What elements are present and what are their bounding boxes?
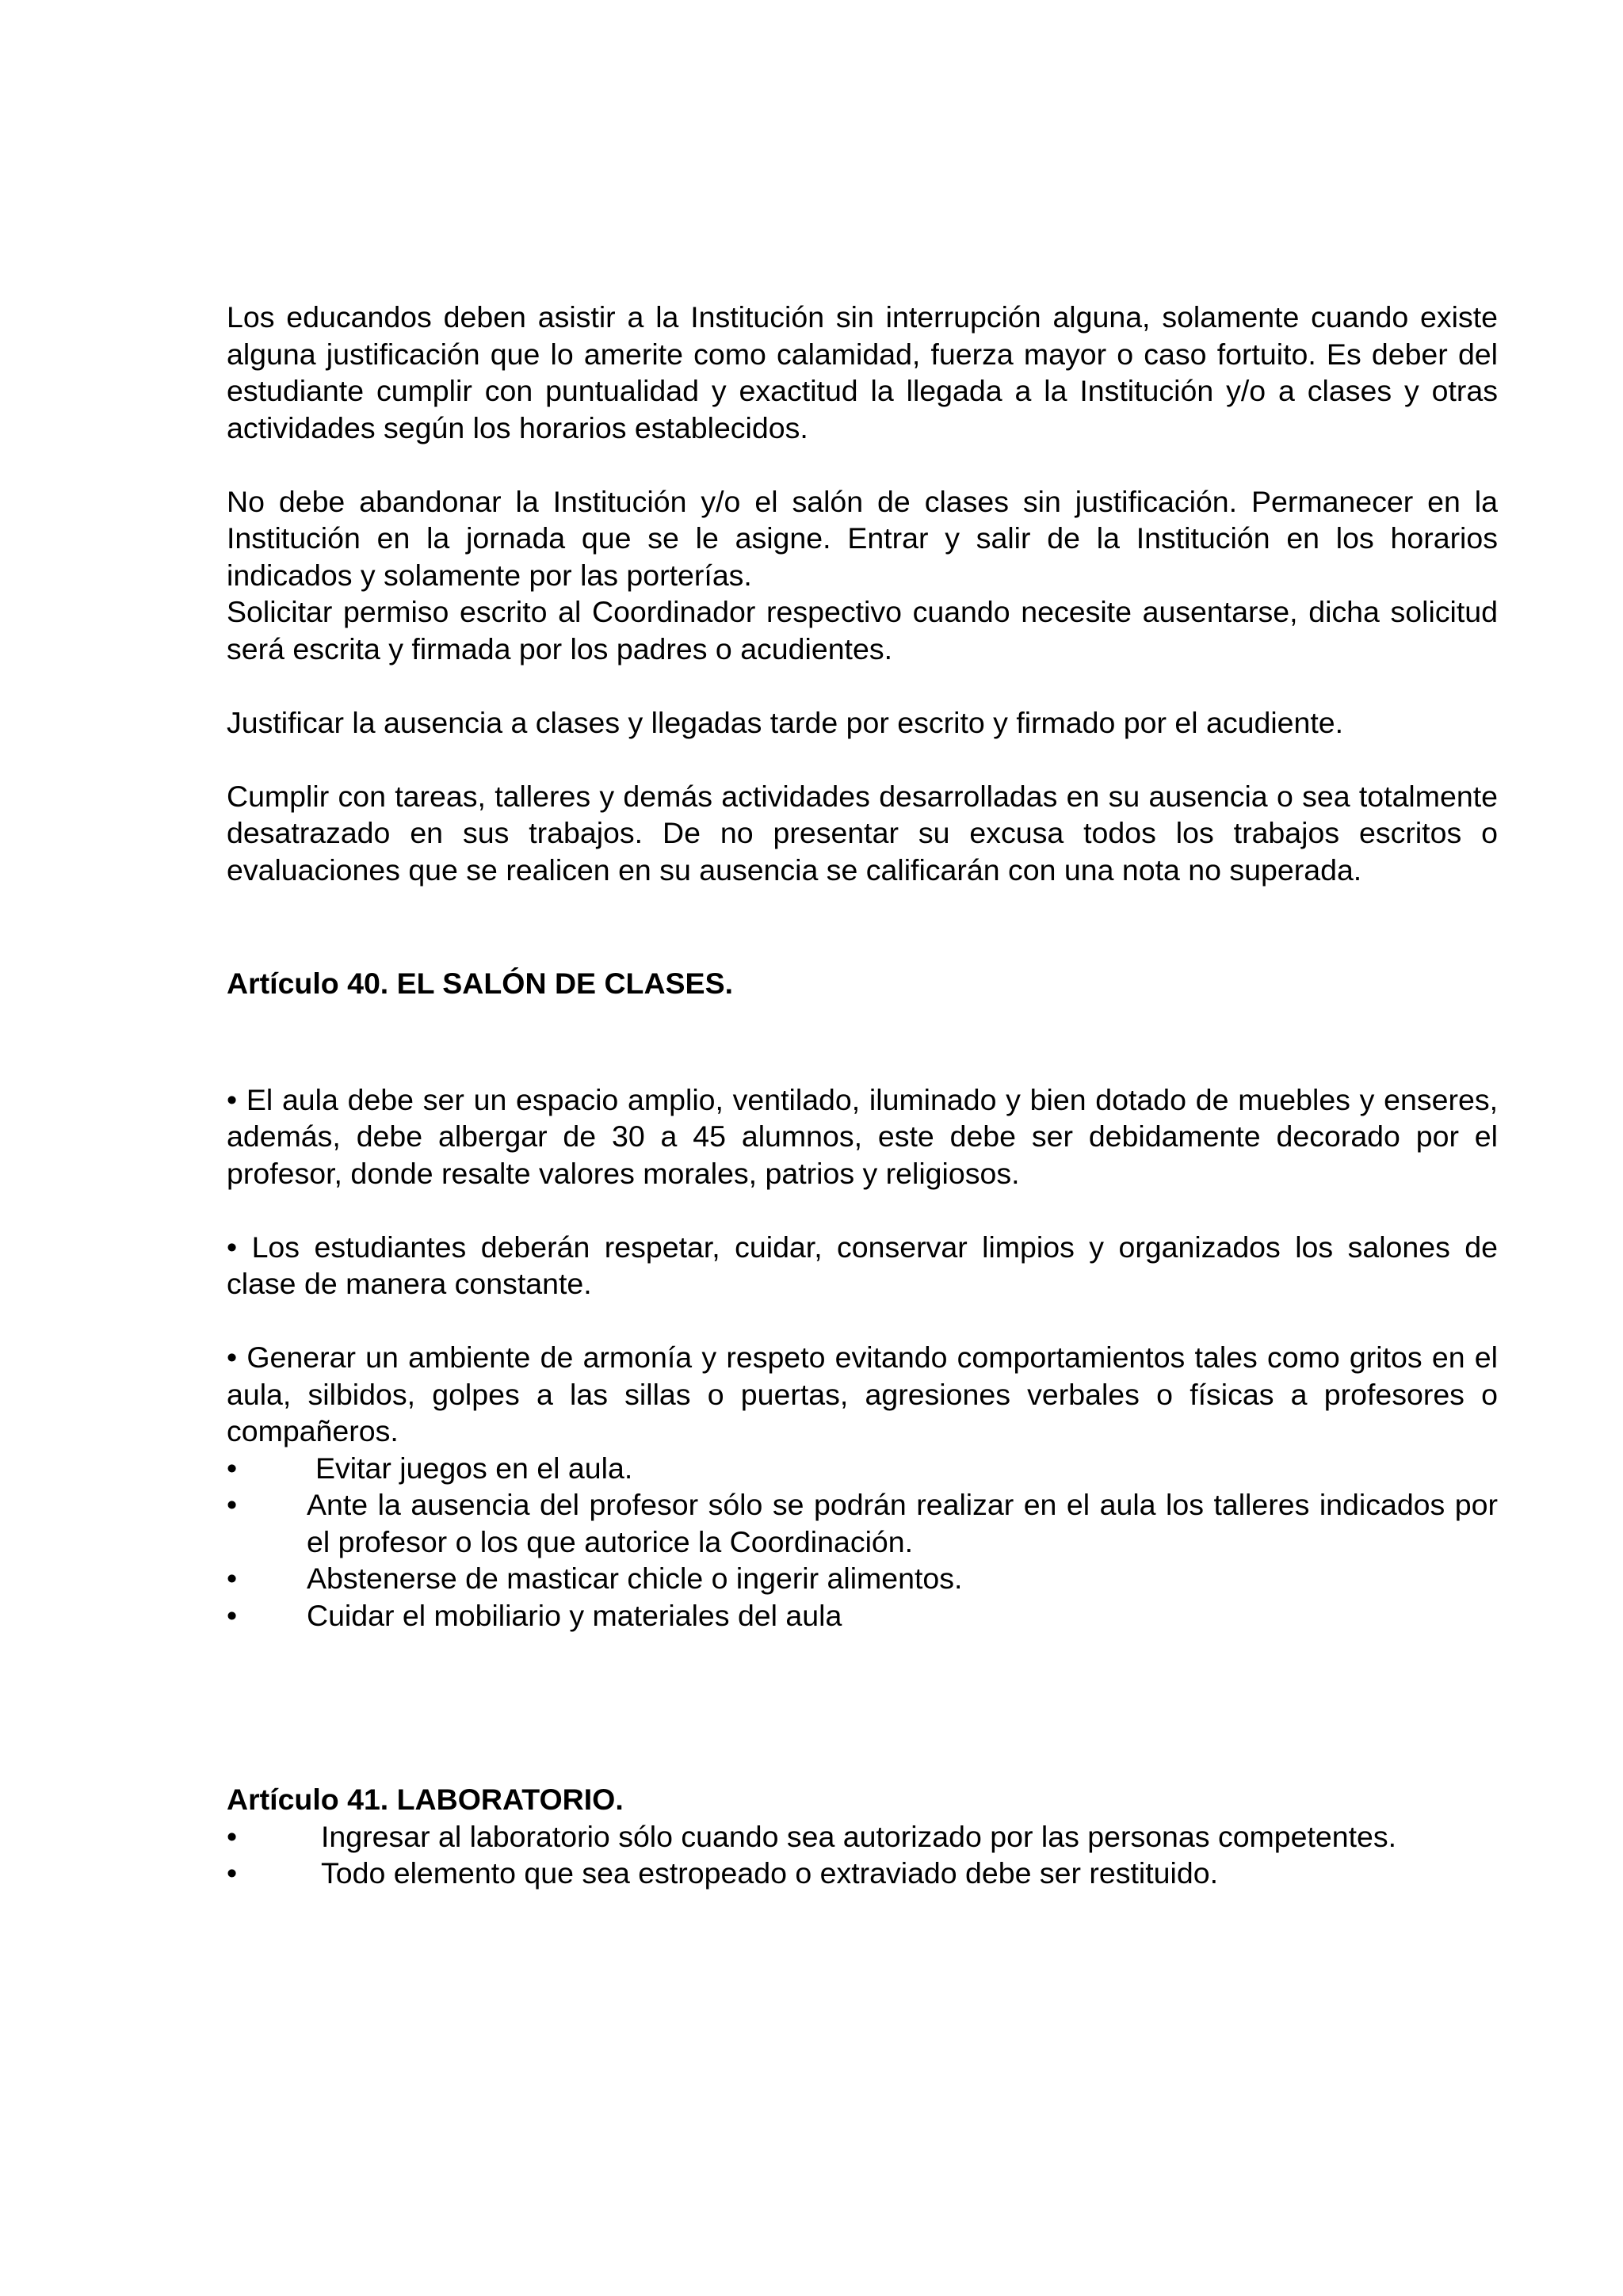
bullet-icon: • <box>227 1856 238 1890</box>
document-body <box>227 299 1498 1892</box>
list-item-text: Cuidar el mobiliario y materiales del aula <box>307 1598 842 1632</box>
list-item-text: Ante la ausencia del profesor sólo se podrán realizar en el aula los talleres indicados por el profesor o los que autorice la Coordinación. <box>307 1488 1498 1558</box>
bullet-icon: • <box>227 1451 238 1485</box>
list-item <box>227 1486 1498 1560</box>
paragraph-leaving: No debe abandonar la Institución y/o el salón de clases sin justificación. Permanecer en la Institución en la jornada que se le asigne. Entrar y salir de la Institución en los horarios indicados y solamente por las porterías. <box>227 484 1498 592</box>
list-item-text: Ingresar al laboratorio sólo cuando sea autorizado por las personas competentes. <box>321 1819 1397 1853</box>
list-article-41 <box>227 1818 1498 1892</box>
point-classroom-space: • El aula debe ser un espacio amplio, ventilado, iluminado y bien dotado de muebles y enseres, además, debe albergar de 30 a 45 alumnos, este debe ser debidamente decorado por el profesor, donde resalte valores morales, patrios y religiosos. <box>227 1082 1498 1190</box>
list-item-text: Todo elemento que sea estropeado o extraviado debe ser restituido. <box>321 1856 1218 1890</box>
point-respect-classroom: • Los estudiantes deberán respetar, cuidar, conservar limpios y organizados los salones de clase de manera constante. <box>227 1230 1498 1300</box>
list-item <box>227 1560 1498 1597</box>
bullet-icon: • <box>227 1819 238 1853</box>
bullet-icon: • <box>227 1598 238 1632</box>
list-item <box>227 1818 1498 1855</box>
paragraph-homework: Cumplir con tareas, talleres y demás actividades desarrolladas en su ausencia o sea totalmente desatrazado en sus trabajos. De no presentar su excusa todos los trabajos escritos o evaluaciones que se realicen en su ausencia se calificarán con una nota no superada. <box>227 779 1498 887</box>
bullet-icon: • <box>227 1562 238 1595</box>
list-item <box>227 1597 1498 1634</box>
heading-article-40: Artículo 40. EL SALÓN DE CLASES. <box>227 967 734 1000</box>
list-item-text: Evitar juegos en el aula. <box>315 1451 633 1485</box>
bullet-icon: • <box>227 1488 238 1521</box>
list-item <box>227 1450 1498 1487</box>
paragraph-attendance: Los educandos deben asistir a la Institución sin interrupción alguna, solamente cuando existe alguna justificación que lo amerite como calamidad, fuerza mayor o caso fortuito. Es deber del estudiante cumplir con puntualidad y exactitud la llegada a la Institución y/o a clases y otras actividades según los horarios establecidos. <box>227 300 1498 444</box>
heading-article-41: Artículo 41. LABORATORIO. <box>227 1783 624 1816</box>
paragraph-permission: Solicitar permiso escrito al Coordinador respectivo cuando necesite ausentarse, dicha solicitud será escrita y firmada por los padres o acudientes. <box>227 595 1498 666</box>
list-item <box>227 1855 1498 1892</box>
point-harmony: • Generar un ambiente de armonía y respeto evitando comportamientos tales como gritos en el aula, silbidos, golpes a las sillas o puertas, agresiones verbales o físicas a profesores o compañeros. <box>227 1341 1498 1447</box>
list-item-text: Abstenerse de masticar chicle o ingerir alimentos. <box>307 1562 963 1595</box>
paragraph-justify-absence: Justificar la ausencia a clases y llegadas tarde por escrito y firmado por el acudiente. <box>227 705 1344 739</box>
list-article-40 <box>227 1450 1498 1634</box>
